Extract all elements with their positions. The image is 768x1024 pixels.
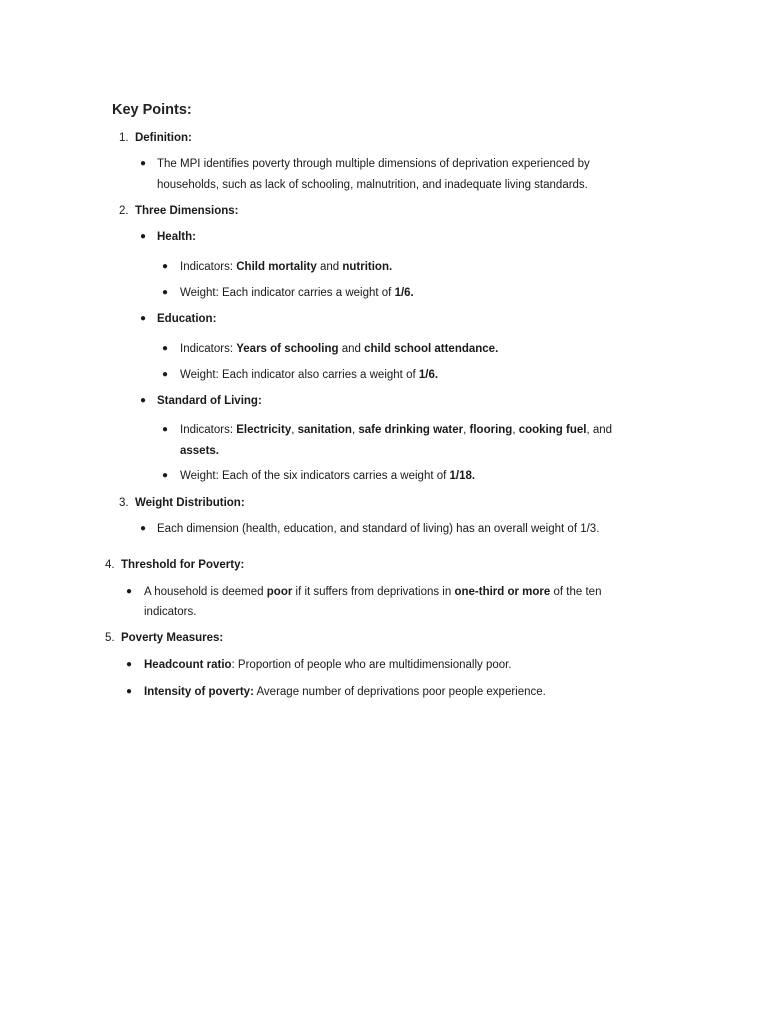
health-title: Health:: [157, 231, 196, 243]
section-5-header: [105, 630, 223, 646]
section-3-number: 3.: [119, 497, 129, 509]
bullet-icon: ●: [162, 261, 169, 272]
bullet-icon: ●: [162, 424, 169, 435]
living-title: Standard of Living:: [157, 395, 262, 407]
section-1-header: [119, 130, 192, 146]
definition-text-line1: The MPI identifies poverty through multiple dimensions of deprivation experienced by: [157, 158, 590, 170]
section-3-title: Weight Distribution:: [134, 497, 245, 509]
health-weight: Weight: Each indicator carries a weight of 1/6.: [180, 287, 414, 299]
living-weight: Weight: Each of the six indicators carries a weight of 1/18.: [180, 470, 476, 482]
threshold-text-line1: A household is deemed poor if it suffers from deprivations in one-third or more of the ten: [144, 586, 602, 598]
section-4-header: [105, 557, 244, 573]
intensity-of-poverty-item: Intensity of poverty: Average number of deprivations poor people experience.: [144, 686, 546, 698]
bullet-icon: ●: [162, 287, 169, 298]
headcount-ratio-item: Headcount ratio: Proportion of people who are multidimensionally poor.: [144, 659, 512, 671]
education-title: Education:: [157, 313, 217, 325]
page-heading: Key Points:: [112, 102, 192, 118]
education-indicators: Indicators: Years of schooling and child school attendance.: [180, 343, 499, 355]
bullet-icon: ●: [126, 686, 133, 697]
section-2-title: Three Dimensions:: [134, 205, 239, 217]
definition-text-line2: households, such as lack of schooling, malnutrition, and inadequate living standards.: [157, 179, 588, 191]
bullet-icon: ●: [140, 313, 147, 324]
section-1-title: Definition:: [134, 132, 192, 144]
bullet-icon: ●: [140, 158, 147, 169]
section-5-number: 5.: [105, 632, 115, 644]
bullet-icon: ●: [140, 395, 147, 406]
bullet-icon: ●: [140, 231, 147, 242]
section-3-header: [119, 495, 245, 511]
section-2-header: [119, 203, 239, 219]
bullet-icon: ●: [162, 343, 169, 354]
health-indicators: Indicators: Child mortality and nutrition.: [180, 261, 393, 273]
bullet-icon: ●: [140, 523, 147, 534]
section-4-number: 4.: [105, 559, 115, 571]
living-indicators-line1: Indicators: Electricity, sanitation, safe drinking water, flooring, cooking fuel, and: [180, 424, 613, 436]
weight-distribution-text: Each dimension (health, education, and standard of living) has an overall weight of 1/3.: [157, 523, 600, 535]
education-weight: Weight: Each indicator also carries a weight of 1/6.: [180, 369, 439, 381]
section-2-number: 2.: [119, 205, 129, 217]
section-4-title: Threshold for Poverty:: [120, 559, 245, 571]
bullet-icon: ●: [162, 470, 169, 481]
section-1-number: 1.: [119, 132, 129, 144]
bullet-icon: ●: [126, 586, 133, 597]
threshold-text-line2: indicators.: [144, 606, 197, 618]
bullet-icon: ●: [126, 659, 133, 670]
bullet-icon: ●: [162, 369, 169, 380]
section-5-title: Poverty Measures:: [120, 632, 224, 644]
living-indicators-line2: assets.: [180, 445, 220, 457]
